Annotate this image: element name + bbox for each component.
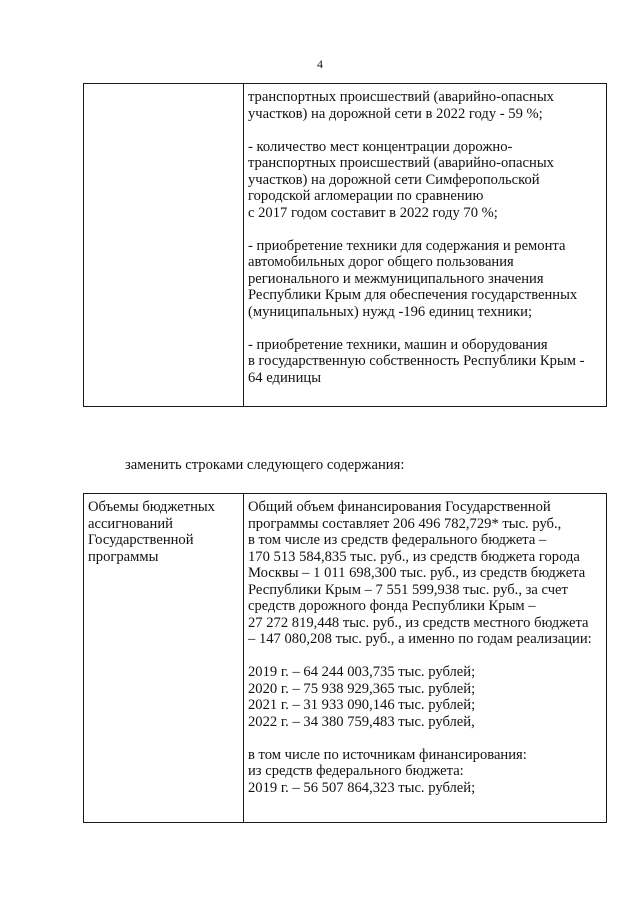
- text-line: 64 единицы: [248, 369, 321, 386]
- text-line: 2019 г. – 56 507 864,323 тыс. рублей;: [248, 779, 476, 796]
- text-line: 27 272 819,448 тыс. руб., из средств местного бюджета: [248, 614, 589, 631]
- text-line: 170 513 584,835 тыс. руб., из средств бюджета города: [248, 548, 580, 565]
- text-line: - приобретение техники, машин и оборудования: [248, 336, 548, 353]
- text-line: программы составляет 206 496 782,729* тыс. руб.,: [248, 515, 562, 532]
- text-line: транспортных происшествий (аварийно-опасных: [248, 155, 554, 171]
- text-line: с 2017 годом составит в 2022 году 70 %;: [248, 204, 498, 221]
- text-line: в государственную собственность Республики Крым -: [248, 353, 585, 369]
- text-line: в том числе по источникам финансирования:: [248, 746, 527, 763]
- text-line: программы: [88, 548, 159, 565]
- table-row: [84, 494, 607, 823]
- text-line: 2020 г. – 75 938 929,365 тыс. рублей;: [248, 680, 476, 697]
- bottom-table: [83, 493, 607, 823]
- bottom-table-label: [88, 499, 239, 565]
- text-line: 2021 г. – 31 933 090,146 тыс. рублей;: [248, 697, 476, 713]
- text-line: из средств федерального бюджета:: [248, 763, 464, 779]
- top-table-right-cell: [244, 84, 607, 407]
- paragraph-gap: [248, 122, 602, 139]
- text-line: Республики Крым – 7 551 599,938 тыс. руб., за счет: [248, 581, 568, 598]
- text-line: Москвы – 1 011 698,300 тыс. руб., из средств бюджета: [248, 565, 586, 581]
- text-line: – 147 080,208 тыс. руб., а именно по годам реализации:: [248, 631, 592, 647]
- paragraph-gap: [248, 648, 602, 665]
- bottom-table-right-cell: [244, 494, 607, 823]
- text-line: - приобретение техники для содержания и ремонта: [248, 237, 566, 254]
- text-line: - количество мест концентрации дорожно-: [248, 138, 513, 155]
- text-line: городской агломерации по сравнению: [248, 188, 484, 204]
- text-line: средств дорожного фонда Республики Крым –: [248, 598, 536, 614]
- text-line: 2019 г. – 64 244 003,735 тыс. рублей;: [248, 664, 476, 680]
- text-line: участков) на дорожной сети Симферопольской: [248, 171, 540, 188]
- intro-text: заменить строками следующего содержания:: [125, 457, 405, 473]
- text-line: Государственной: [88, 532, 194, 548]
- top-table: [83, 83, 607, 407]
- text-line: участков) на дорожной сети в 2022 году - 59 %;: [248, 105, 543, 122]
- paragraph-gap: [248, 221, 602, 238]
- page-number: 4: [317, 57, 323, 71]
- text-line: 2022 г. – 34 380 759,483 тыс. рублей,: [248, 713, 475, 730]
- text-line: (муниципальных) нужд -196 единиц техники;: [248, 303, 533, 320]
- text-line: Республики Крым для обеспечения государственных: [248, 287, 578, 303]
- top-table-text: [248, 89, 602, 386]
- text-line: автомобильных дорог общего пользования: [248, 254, 514, 270]
- text-line: в том числе из средств федерального бюджета –: [248, 532, 547, 548]
- text-line: Общий объем финансирования Государственной: [248, 499, 551, 515]
- bottom-table-left-cell: [84, 494, 244, 823]
- paragraph-gap: [248, 730, 602, 747]
- paragraph-gap: [248, 320, 602, 337]
- text-line: Объемы бюджетных: [88, 499, 215, 515]
- text-line: ассигнований: [88, 515, 173, 532]
- top-table-left-cell: [84, 84, 244, 407]
- text-line: транспортных происшествий (аварийно-опасных: [248, 89, 554, 105]
- table-row: [84, 84, 607, 407]
- text-line: регионального и межмуниципального значения: [248, 270, 544, 287]
- bottom-table-text: [248, 499, 602, 796]
